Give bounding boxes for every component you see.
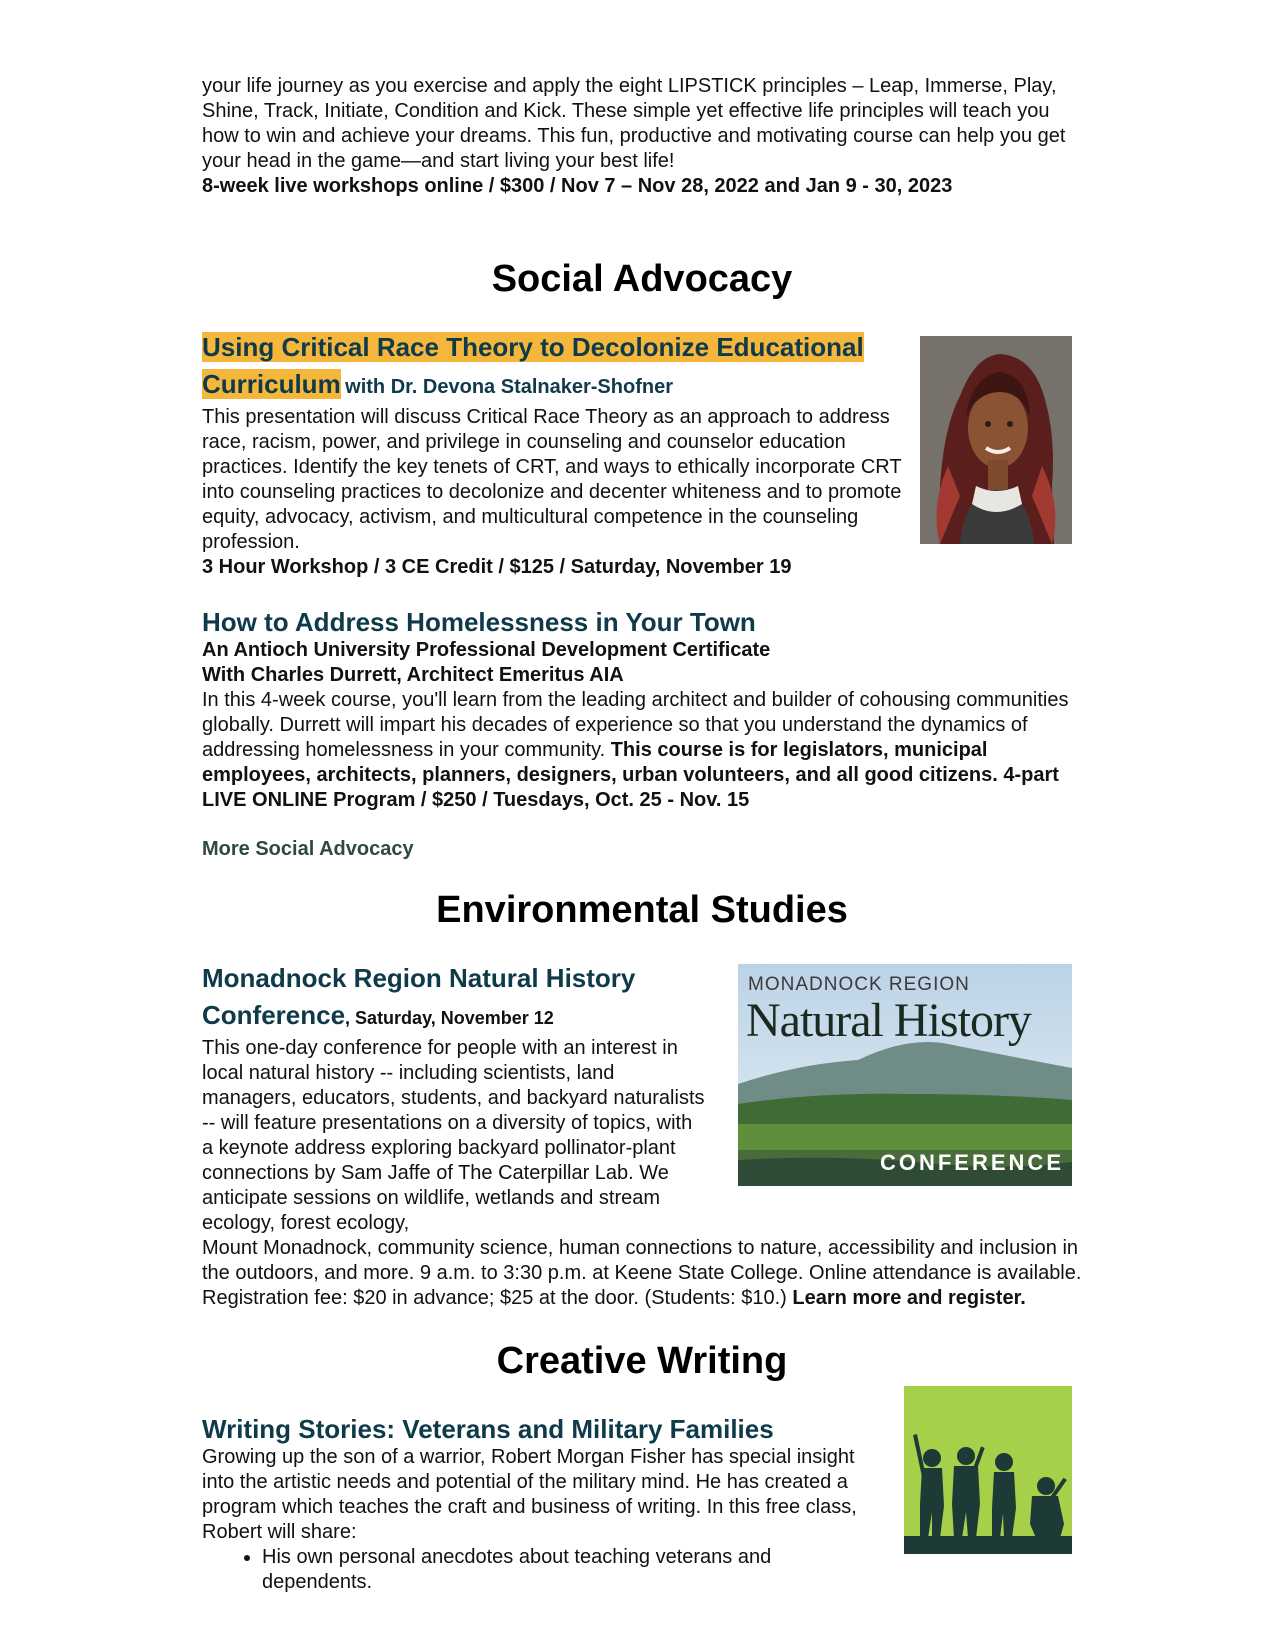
natural-history-title-link[interactable]: Monadnock Region Natural History Conference: [202, 963, 636, 1030]
crt-presenter: with Dr. Devona Stalnaker-Shofner: [345, 376, 673, 398]
homelessness-subtitle: An Antioch University Professional Development Certificate: [202, 639, 771, 661]
veterans-bullet-list: [202, 1545, 882, 1595]
crt-course: [202, 331, 902, 580]
natural-history-image-line3: CONFERENCE: [879, 1150, 1064, 1175]
homelessness-course: [202, 606, 1082, 813]
intro-text: your life journey as you exercise and apply the eight LIPSTICK principles – Leap, Immerse, Play, Shine, Track, Initiate, Condition and Kick. These simple yet effective life principles will teach you how to win and achieve your dreams. This fun, productive and motivating course can help you get your head in the game—and start living your best life!: [202, 75, 1066, 172]
veterans-course: [202, 1413, 882, 1595]
veterans-description: Growing up the son of a warrior, Robert Morgan Fisher has special insight into the artistic needs and potential of the military mind. He has created a program which teaches the craft and business of writing. In this free class, Robert will share:: [202, 1446, 857, 1543]
creative-writing-heading: Creative Writing: [496, 1340, 788, 1382]
natural-history-description-cont: Mount Monadnock, community science, human connections to nature, accessibility and inclusion in the outdoors, and more. 9 a.m. to 3:30 p.m. at Keene State College. Online attendance is available. Registration fee: $20 in advance; $25 at the door. (Students: $10.) Learn more and register.: [202, 1237, 1082, 1309]
crt-description: This presentation will discuss Critical Race Theory as an approach to address race, racism, power, and privilege in counseling and counselor education practices. Identify the key tenets of CRT, and ways to ethically incorporate CRT into counseling practices to decolonize and decenter whiteness and to promote equity, advocacy, activism, and multicultural competence in the counseling profession.: [202, 406, 902, 553]
environmental-studies-heading: Environmental Studies: [436, 889, 848, 931]
learn-more-link[interactable]: Learn more and register.: [792, 1287, 1026, 1309]
natural-history-image-line2: Natural History: [746, 994, 1031, 1047]
natural-history-date: , Saturday, November 12: [345, 1008, 554, 1028]
natural-history-description: This one-day conference for people with an interest in local natural history -- including scientists, land managers, educators, students, and backyard naturalists -- will feature presentations on a diversity of topics, with a keynote address exploring backyard pollinator-plant connections by Sam Jaffe of The Caterpillar Lab. We anticipate sessions on wildlife, wetlands and stream ecology, forest ecology,: [202, 1037, 705, 1234]
natural-history-conference-image: [738, 964, 1072, 1186]
homelessness-title-link[interactable]: How to Address Homelessness in Your Town: [202, 607, 756, 637]
presenter-photo: [920, 336, 1072, 544]
homelessness-instructor: With Charles Durrett, Architect Emeritus AIA: [202, 664, 624, 686]
social-advocacy-heading: Social Advocacy: [491, 258, 793, 300]
list-item: • His own personal anecdotes about teaching veterans and dependents.: [262, 1545, 882, 1595]
newsletter-page: [202, 74, 1082, 1595]
veterans-silhouette-image: [904, 1386, 1072, 1554]
more-social-advocacy-link[interactable]: More Social Advocacy: [202, 838, 414, 860]
veterans-title-link[interactable]: Writing Stories: Veterans and Military Families: [202, 1414, 774, 1444]
presenter-portrait-image: [920, 336, 1072, 544]
crt-title-link[interactable]: Using Critical Race Theory to Decolonize Educational Curriculum: [202, 332, 864, 399]
natural-history-image-line1: MONADNOCK REGION: [748, 974, 970, 995]
intro-details: 8-week live workshops online / $300 / Nov 7 – Nov 28, 2022 and Jan 9 - 30, 2023: [202, 175, 953, 197]
crt-details: 3 Hour Workshop / 3 CE Credit / $125 / Saturday, November 19: [202, 556, 792, 578]
homelessness-description: In this 4-week course, you'll learn from the leading architect and builder of cohousing communities globally. Durrett will impart his decades of experience so that you understand the dynamics of addressing homelessness in your community. This course is for legislators, municipal employees, architects, planners, designers, urban volunteers, and all good citizens. 4-part LIVE ONLINE Program / $250 / Tuesdays, Oct. 25 - Nov. 15: [202, 689, 1069, 811]
